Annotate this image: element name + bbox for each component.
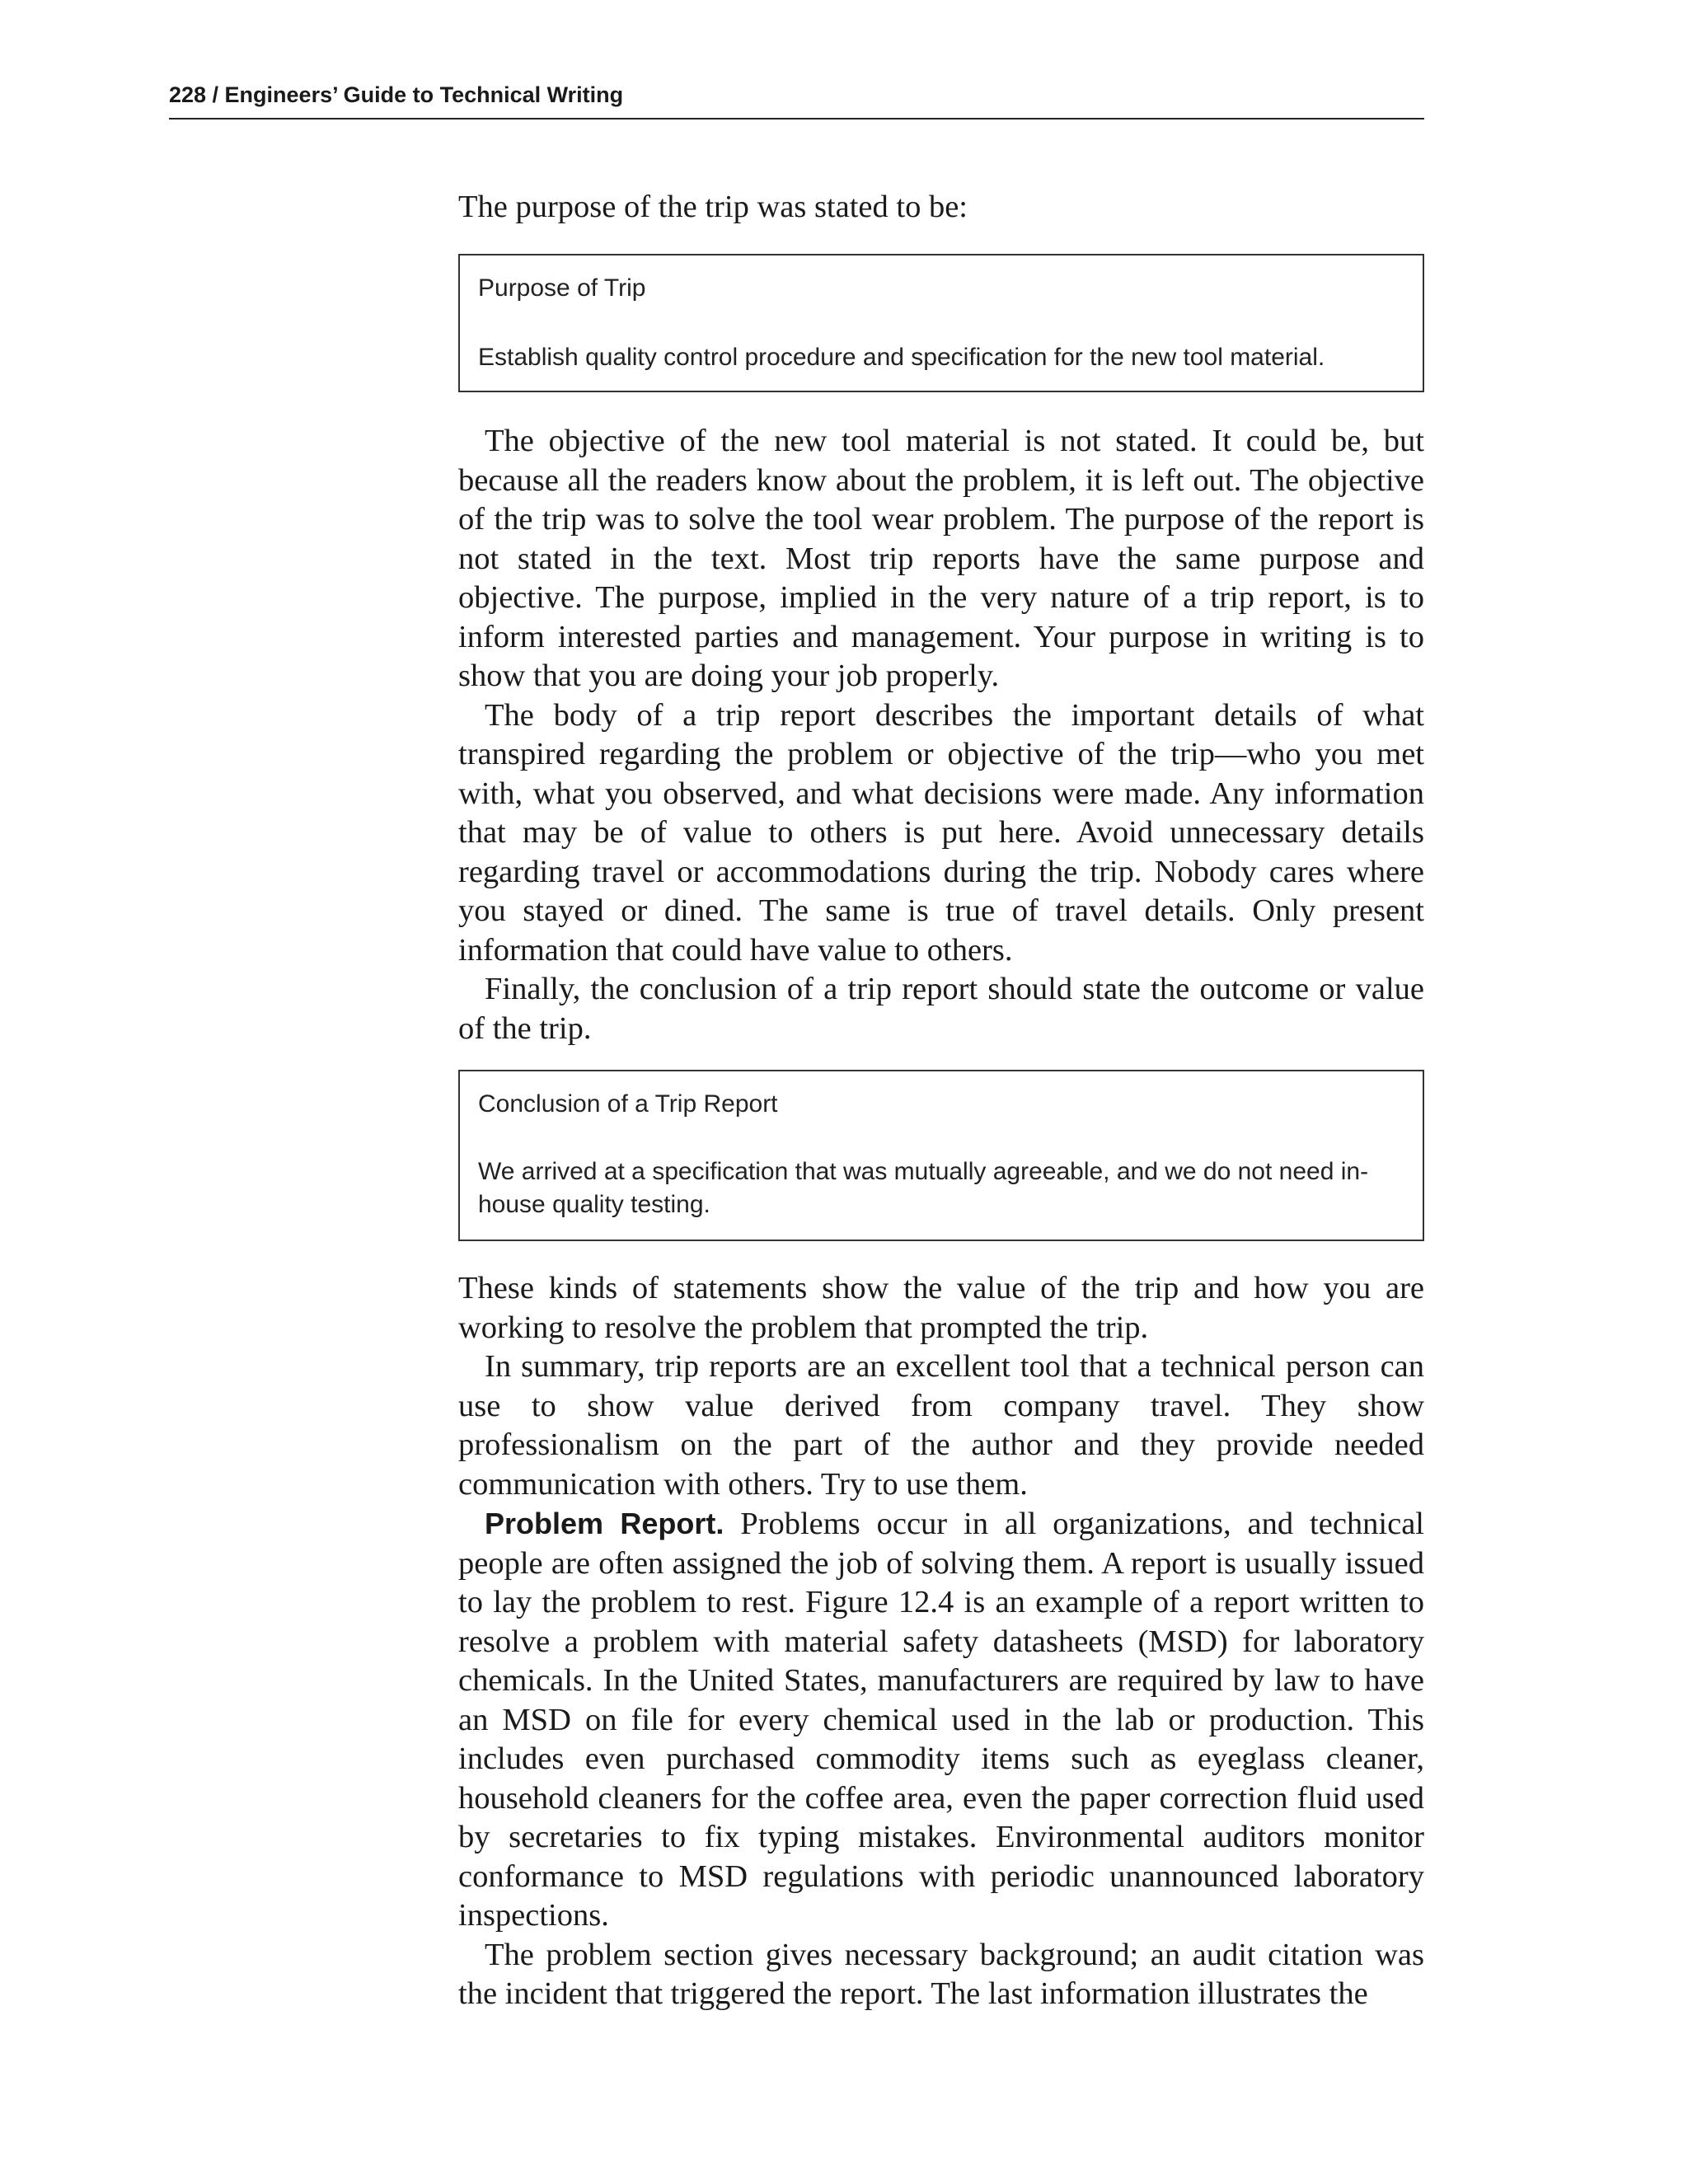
box-title: Purpose of Trip: [478, 274, 646, 302]
box-body: Establish quality control procedure and specification for the new tool material.: [478, 344, 1325, 371]
paragraph: The objective of the new tool material is not stated. It could be, but because all the readers know about the problem, it is left out. The objective of the trip was to solve the tool wear problem. The purpose of the report is not stated in the text. Most trip reports have the same purpose and objective. The purpose, implied in the very nature of a trip report, is to inform interested parties and management. Your purpose in writing is to show that you are doing your job properly.: [458, 424, 1424, 693]
body-text-section-1: [458, 422, 1424, 1048]
purpose-of-trip-box: [458, 254, 1424, 392]
running-head: 228 / Engineers’ Guide to Technical Writing: [169, 82, 1424, 120]
box-body: We arrived at a specification that was mutually agreeable, and we do not need in-house quality testing.: [478, 1158, 1369, 1218]
paragraph: These kinds of statements show the value of the trip and how you are working to resolve the problem that prompted the trip.: [458, 1271, 1424, 1345]
box-title: Conclusion of a Trip Report: [478, 1090, 778, 1118]
paragraph: Finally, the conclusion of a trip report should state the outcome or value of the trip.: [458, 972, 1424, 1046]
paragraph-text: Problems occur in all organizations, and technical people are often assigned the job of solving them. A report is usually issued to lay the problem to rest. Figure 12.4 is an example of a report written to resolve a problem with material safety datasheets (MSD) for laboratory chemicals. In the United States, manufacturers are required by law to have an MSD on file for every chemical used in the lab or production. This includes even purchased commodity items such as eyeglass cleaner, household cleaners for the coffee area, even the paper correction fluid used by secretaries to fix typing mistakes. Environmental auditors monitor conformance to MSD regulations with periodic unannounced laboratory inspections.: [458, 1507, 1424, 1933]
paragraph: The problem section gives necessary background; an audit citation was the incident that triggered the report. The last information illustrates the: [458, 1937, 1424, 2011]
paragraph: [458, 1504, 1424, 1936]
paragraph: In summary, trip reports are an excellent tool that a technical person can use to show value derived from company travel. They show professionalism on the part of the author and they provide needed communication with others. Try to use them.: [458, 1349, 1424, 1502]
intro-sentence: The purpose of the trip was stated to be:: [458, 190, 968, 224]
paragraph: The body of a trip report describes the important details of what transpired regarding the problem or objective of the trip—who you met with, what you observed, and what decisions were made. Any information that may be of value to others is put here. Avoid unnecessary details regarding travel or accommodations during the trip. Nobody cares where you stayed or dined. The same is true of travel details. Only present information that could have value to others.: [458, 697, 1424, 968]
conclusion-box: [458, 1070, 1424, 1241]
run-in-heading: Problem Report.: [485, 1507, 724, 1540]
body-text-section-2: [458, 1269, 1424, 2014]
